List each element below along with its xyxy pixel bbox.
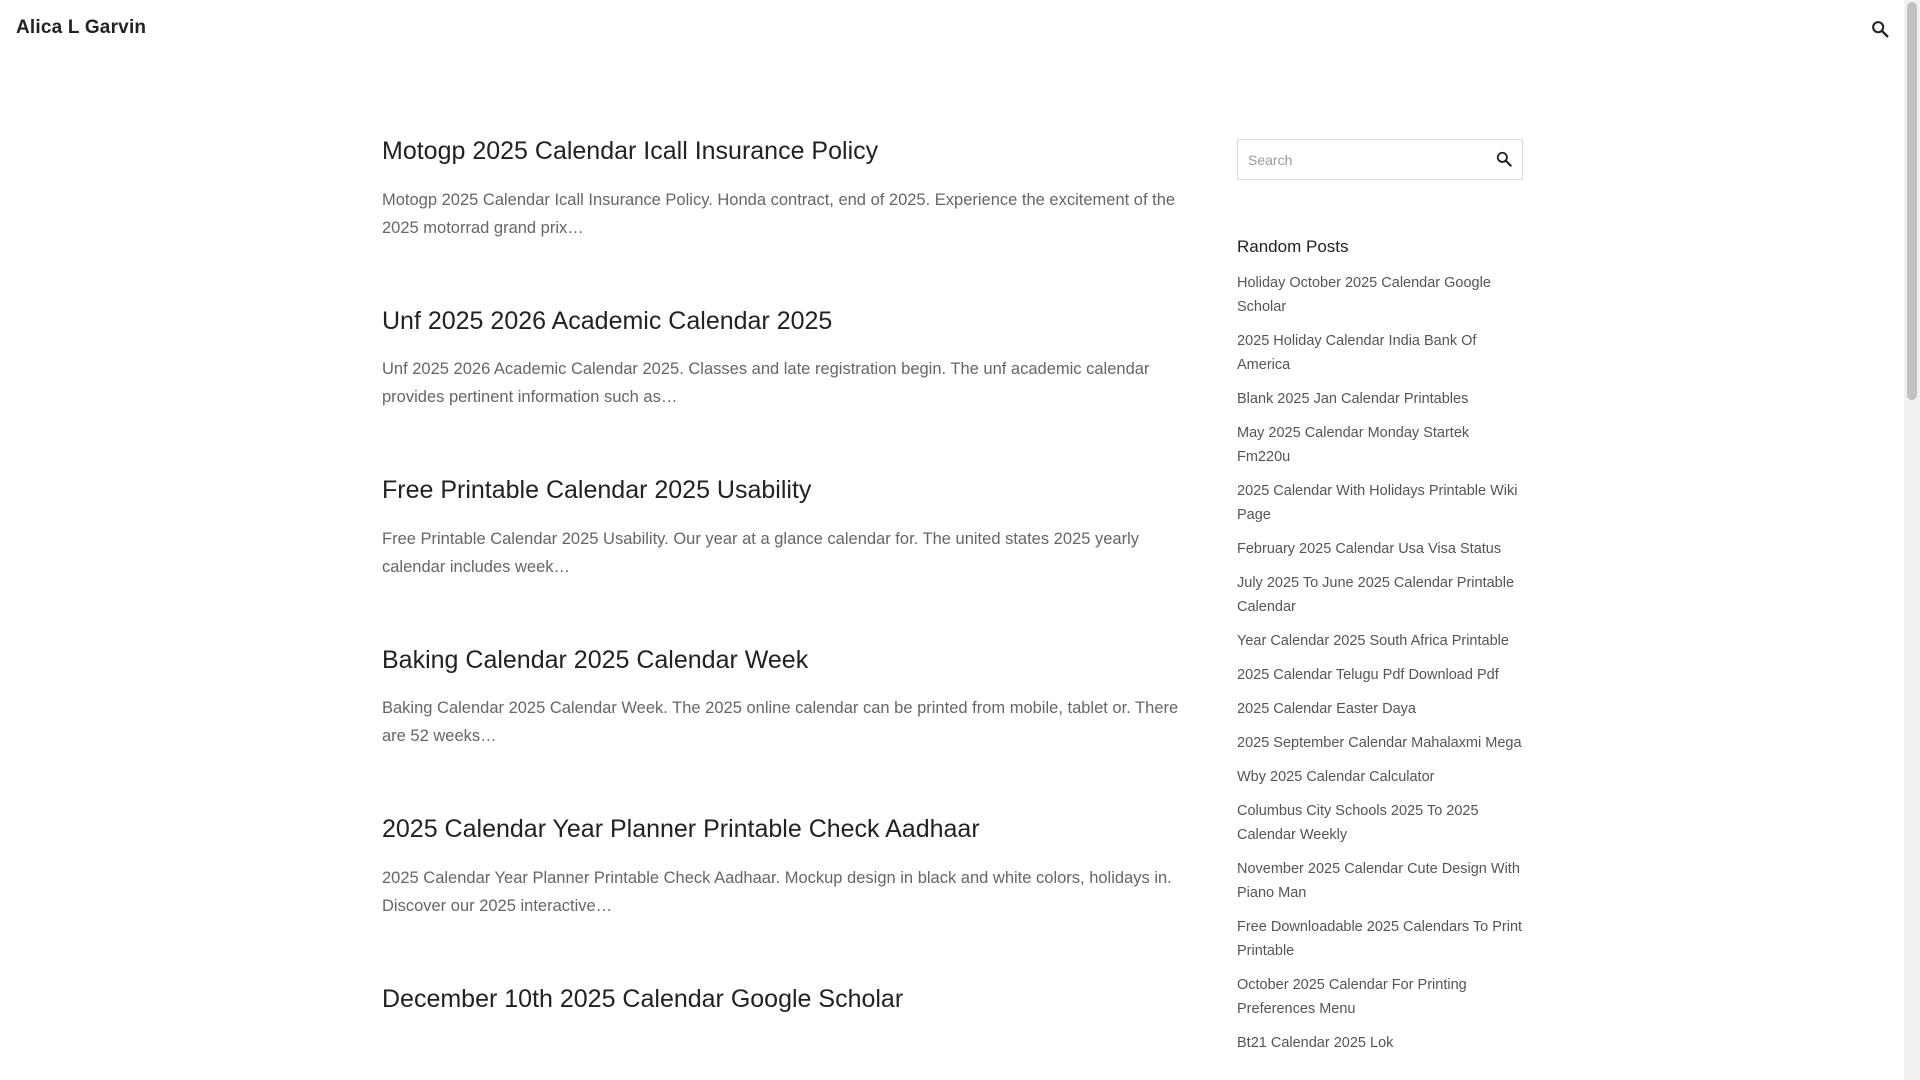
post-item xyxy=(382,813,1198,920)
post-item xyxy=(382,983,1198,1016)
list-item xyxy=(1237,1031,1523,1055)
post-title[interactable]: Free Printable Calendar 2025 Usability xyxy=(382,476,812,504)
list-item xyxy=(1237,571,1523,619)
list-item xyxy=(1237,271,1523,319)
random-post-link[interactable]: Columbus City Schools 2025 To 2025 Calendar Weekly xyxy=(1237,803,1479,843)
list-item xyxy=(1237,329,1523,377)
post-excerpt: Unf 2025 2026 Academic Calendar 2025. Classes and late registration begin. The unf academic calendar provides pertinent information such as… xyxy=(382,360,1150,406)
search-button[interactable] xyxy=(1494,149,1514,169)
post-item xyxy=(382,305,1198,412)
list-item xyxy=(1237,857,1523,905)
random-post-link[interactable]: October 2025 Calendar For Printing Preferences Menu xyxy=(1237,977,1467,1017)
random-post-link[interactable]: May 2025 Calendar Monday Startek Fm220u xyxy=(1237,425,1470,465)
post-title[interactable]: Unf 2025 2026 Academic Calendar 2025 xyxy=(382,306,833,335)
list-item xyxy=(1237,915,1523,963)
random-post-link[interactable]: 2025 Calendar Easter Daya xyxy=(1237,701,1416,717)
post-excerpt: Baking Calendar 2025 Calendar Week. The 2025 online calendar can be printed from mobile, tablet or. There are 52 weeks… xyxy=(382,699,1179,745)
search-input[interactable] xyxy=(1238,140,1478,179)
search-icon[interactable] xyxy=(1869,18,1891,40)
sidebar-search xyxy=(1237,139,1523,180)
list-item xyxy=(1237,973,1523,1021)
random-post-link[interactable]: 2025 September Calendar Mahalaxmi Mega xyxy=(1237,735,1522,751)
post-excerpt: 2025 Calendar Year Planner Printable Check Aadhaar. Mockup design in black and white colors, holidays in. Discover our 2025 interactive… xyxy=(382,868,1172,915)
site-title[interactable]: Alica L Garvin xyxy=(16,17,147,38)
random-post-link[interactable]: Year Calendar 2025 South Africa Printable xyxy=(1237,633,1509,649)
scrollbar[interactable] xyxy=(1904,0,1920,1080)
list-item xyxy=(1237,479,1523,527)
list-item xyxy=(1237,663,1523,687)
list-item xyxy=(1237,421,1523,469)
random-post-link[interactable]: February 2025 Calendar Usa Visa Status xyxy=(1237,541,1502,557)
random-post-link[interactable]: Bt21 Calendar 2025 Lok xyxy=(1237,1035,1394,1051)
list-item xyxy=(1237,731,1523,755)
site-header xyxy=(0,0,1904,60)
random-post-link[interactable]: November 2025 Calendar Cute Design With Piano Man xyxy=(1237,861,1520,901)
post-item xyxy=(382,135,1198,242)
list-item xyxy=(1237,537,1523,561)
post-list xyxy=(382,135,1198,1078)
post-excerpt: Motogp 2025 Calendar Icall Insurance Policy. Honda contract, end of 2025. Experience the excitement of the 2025 motorrad grand prix… xyxy=(382,190,1176,237)
random-post-link[interactable]: 2025 Holiday Calendar India Bank Of America xyxy=(1237,333,1477,373)
scrollbar-thumb[interactable] xyxy=(1907,2,1917,400)
random-post-link[interactable]: Wby 2025 Calendar Calculator xyxy=(1237,769,1435,785)
post-item xyxy=(382,474,1198,581)
random-post-link[interactable]: Blank 2025 Jan Calendar Printables xyxy=(1237,391,1469,407)
post-title[interactable]: 2025 Calendar Year Planner Printable Check Aadhaar xyxy=(382,815,980,843)
post-item xyxy=(382,644,1198,751)
random-post-link[interactable]: 2025 Calendar With Holidays Printable Wiki Page xyxy=(1237,483,1518,523)
post-title[interactable]: Motogp 2025 Calendar Icall Insurance Policy xyxy=(382,137,879,165)
search-icon xyxy=(1494,149,1514,169)
random-post-link[interactable]: 2025 Calendar Telugu Pdf Download Pdf xyxy=(1237,667,1499,683)
random-post-link[interactable]: July 2025 To June 2025 Calendar Printable Calendar xyxy=(1237,575,1515,615)
random-post-link[interactable]: Free Downloadable 2025 Calendars To Print Printable xyxy=(1237,919,1523,959)
random-posts-title: Random Posts xyxy=(1237,237,1349,256)
list-item xyxy=(1237,697,1523,721)
list-item xyxy=(1237,387,1523,411)
sidebar xyxy=(1237,139,1523,1065)
post-excerpt: Free Printable Calendar 2025 Usability. Our year at a glance calendar for. The united states 2025 yearly calendar includes week… xyxy=(382,529,1139,576)
post-title[interactable]: Baking Calendar 2025 Calendar Week xyxy=(382,645,809,674)
post-title[interactable]: December 10th 2025 Calendar Google Scholar xyxy=(382,984,904,1013)
list-item xyxy=(1237,765,1523,789)
list-item xyxy=(1237,629,1523,653)
random-post-link[interactable]: Holiday October 2025 Calendar Google Scholar xyxy=(1237,275,1491,315)
random-posts-list xyxy=(1237,271,1523,1055)
list-item xyxy=(1237,799,1523,847)
